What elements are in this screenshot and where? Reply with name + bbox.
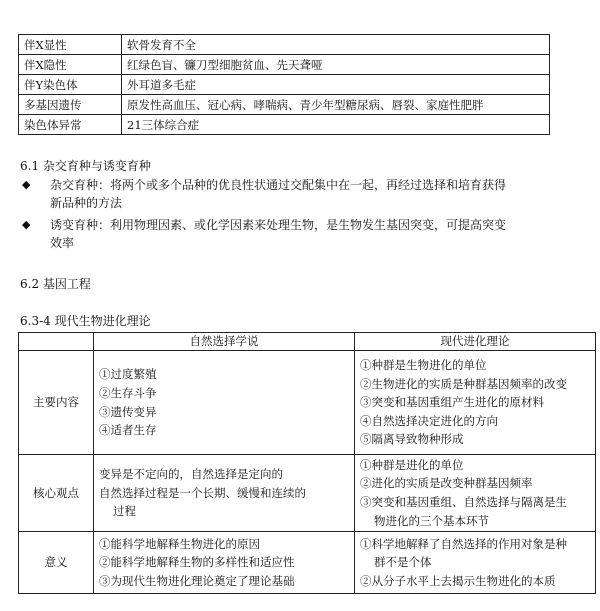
section-6-2-heading: 6.2 基因工程 [20,277,91,291]
disease-examples-cell: 红绿色盲、镰刀型细胞贫血、先天聋哑 [122,55,550,75]
inheritance-type-cell: 伴Y染色体 [19,75,122,95]
table-row [19,95,550,115]
disease-examples-cell: 21三体综合症 [122,115,550,135]
section-6-1-heading: 6.1 杂交育种与诱变育种 [20,159,151,173]
natural-selection-cell [94,455,355,532]
natural-selection-cell [94,532,355,594]
cell-text-line: ②能科学地解释生物的多样性和适应性 [99,555,295,570]
evolution-theory-comparison-table [18,332,596,594]
row-label-cell: 主要内容 [19,351,94,455]
cell-text-line: ③突变和基因重组、自然选择与隔离是生 [360,495,567,509]
section-6-3-heading: 6.3-4 现代生物进化理论 [20,314,151,328]
table-row [19,455,596,532]
crossbreeding-definition-line1: 杂交育种：将两个或多个品种的优良性状通过交配集中在一起，再经过选择和培育获得 [50,178,507,192]
cell-text-line: ④适者生存 [99,423,157,438]
disease-inheritance-table [18,34,550,135]
table-row [19,75,550,95]
cell-text-line: ①过度繁殖 [99,367,157,382]
cell-text-line: ①种群是进化的单位 [360,457,464,472]
cell-text-line: ①种群是生物进化的单位 [360,358,487,373]
natural-selection-cell [94,351,355,455]
cell-text-line: 变异是不定向的，自然选择是定向的 [99,467,283,482]
table-row [19,115,550,135]
natural-selection-column-header: 自然选择学说 [94,333,355,351]
modern-evolution-column-header: 现代进化理论 [355,333,596,351]
disease-examples-cell: 外耳道多毛症 [122,75,550,95]
table-corner-cell [19,333,94,351]
table-header-row [19,333,596,351]
disease-examples-cell: 原发性高血压、冠心病、哮喘病、青少年型糖尿病、唇裂、家庭性肥胖 [122,95,550,115]
cell-text-line: 物进化的三个基本环节 [374,513,489,528]
inheritance-type-cell: 多基因遗传 [19,95,122,115]
crossbreeding-definition-line2: 新品种的方法 [50,196,123,210]
row-label-cell: 核心观点 [19,455,94,532]
table-row [19,532,596,594]
cell-text-line: ④自然选择决定进化的方向 [360,413,498,428]
table-row [19,35,550,55]
disease-examples-cell: 软骨发育不全 [122,35,550,55]
cell-text-line: ②进化的实质是改变种群基因频率 [360,476,533,491]
inheritance-type-cell: 伴X显性 [19,35,122,55]
cell-text-line: ①能科学地解释生物进化的原因 [99,536,260,551]
cell-text-line: ③为现代生物进化理论奠定了理论基础 [99,573,295,588]
inheritance-type-cell: 染色体异常 [19,115,122,135]
cell-text-line: ①科学地解释了自然选择的作用对象是种 [360,536,567,551]
modern-evolution-cell [355,455,596,532]
cell-text-line: ③突变和基因重组产生进化的原材料 [360,395,544,410]
cell-text-line: ②生存斗争 [99,385,157,400]
cell-text-line: ⑤隔离导致物种形成 [360,432,464,447]
inheritance-type-cell: 伴X隐性 [19,55,122,75]
mutation-breeding-definition-line1: 诱变育种：利用物理因素、或化学因素来处理生物，是生物发生基因突变，可提高突变 [50,218,507,232]
mutation-breeding-definition-line2: 效率 [50,236,75,250]
cell-text-line: ③遗传变异 [99,404,157,419]
cell-text-line: 群不是个体 [374,555,432,570]
modern-evolution-cell [355,532,596,594]
cell-text-line: ②从分子水平上去揭示生物进化的本质 [360,573,556,588]
cell-text-line: 自然选择过程是一个长期、缓慢和连续的 [99,485,306,500]
bullet-diamond-icon: ◆ [22,178,31,191]
table-row [19,351,596,455]
bullet-diamond-icon: ◆ [22,218,31,231]
table-row [19,55,550,75]
modern-evolution-cell [355,351,596,455]
cell-text-line: ②生物进化的实质是种群基因频率的改变 [360,376,567,391]
row-label-cell: 意义 [19,532,94,594]
cell-text-line: 过程 [113,504,136,519]
